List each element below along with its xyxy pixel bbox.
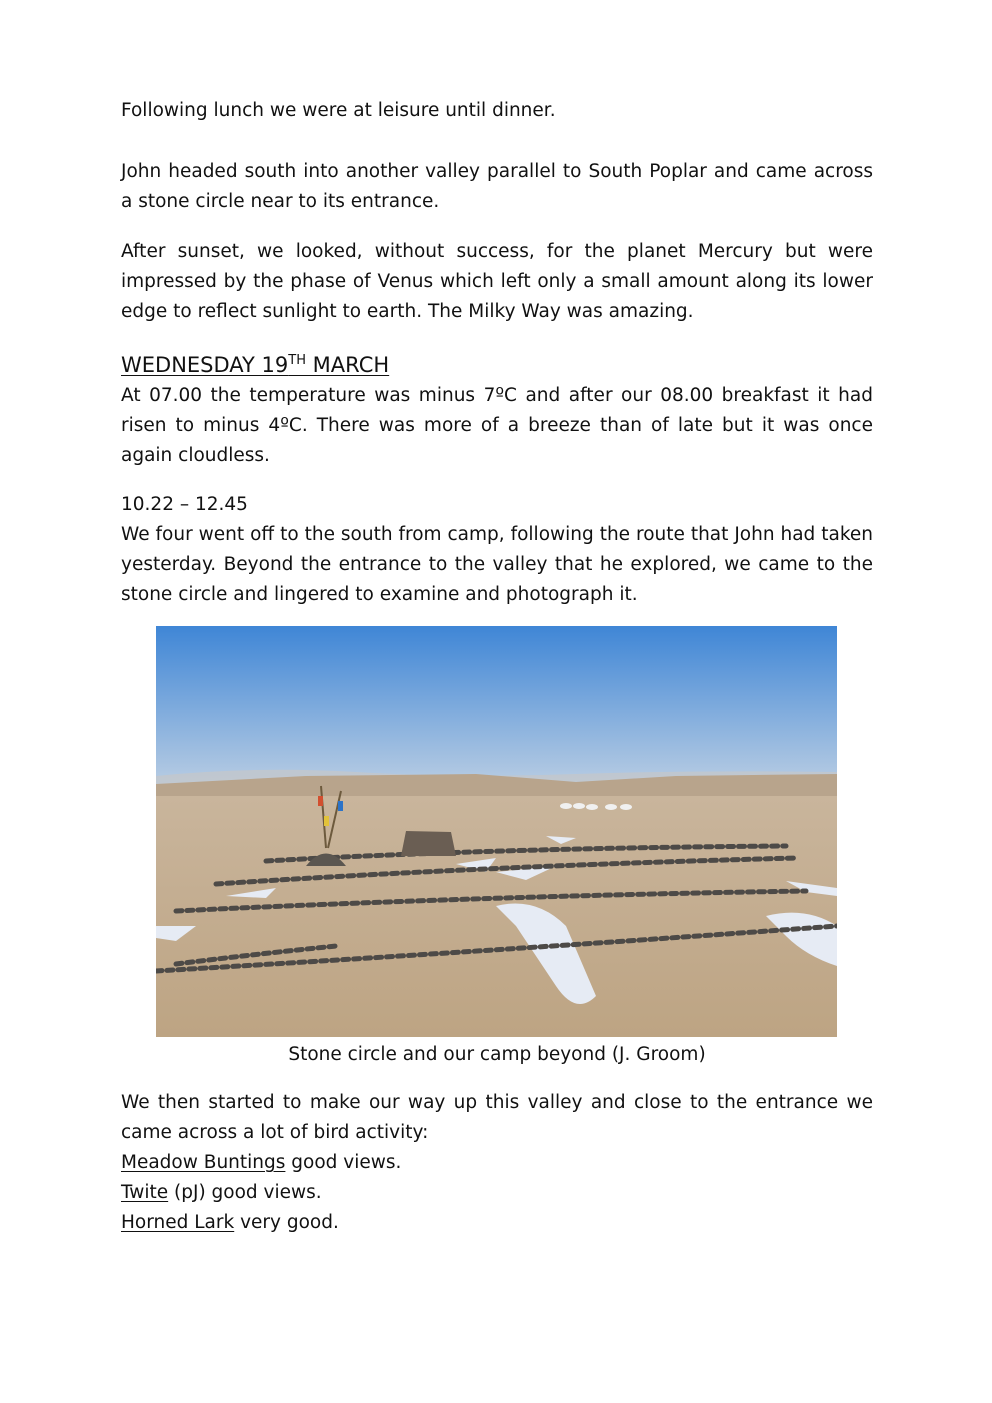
bird-entry	[121, 1148, 873, 1178]
day-heading-month: MARCH	[306, 353, 390, 377]
paragraph-temperature: At 07.00 the temperature was minus 7ºC and after our 08.00 breakfast it had risen to minus 4ºC. There was more of a breeze than of late but it was once again cloudless.	[121, 385, 873, 466]
time-range: 10.22 – 12.45	[121, 494, 248, 515]
day-heading-suffix: TH	[288, 353, 306, 368]
bird-list	[121, 1148, 873, 1238]
bird-name: Horned Lark	[121, 1212, 235, 1233]
document-page	[121, 96, 873, 1238]
bird-name: Meadow Buntings	[121, 1152, 286, 1173]
paragraph-lunch: Following lunch we were at leisure until dinner.	[121, 100, 556, 121]
paragraph-walk: We four went off to the south from camp, following the route that John had taken yesterday. Beyond the entrance to the valley that he explored, we came to the stone circle and lingered to examine and photograph it.	[121, 524, 873, 605]
day-heading	[121, 349, 873, 381]
bird-name: Twite	[121, 1182, 169, 1203]
paragraph-bird-activity: We then started to make our way up this valley and close to the entrance we came across a lot of bird activity:	[121, 1092, 873, 1143]
photo-ground	[156, 796, 837, 1037]
photo-sky	[156, 626, 837, 786]
stone-circle-photo	[156, 626, 837, 1037]
bird-entry	[121, 1178, 873, 1208]
paragraph-john-valley: John headed south into another valley parallel to South Poplar and came across a stone circle near to its entrance.	[121, 161, 873, 212]
day-heading-text: WEDNESDAY 19	[121, 353, 289, 377]
bird-entry	[121, 1208, 873, 1238]
bird-note: good views.	[285, 1152, 402, 1173]
photo-caption: Stone circle and our camp beyond (J. Groom)	[288, 1044, 706, 1065]
paragraph-sunset: After sunset, we looked, without success, for the planet Mercury but were impressed by the phase of Venus which left only a small amount along its lower edge to reflect sunlight to earth. The Milky Way was amazing.	[121, 241, 873, 322]
bird-note: (pJ) good views.	[168, 1182, 322, 1203]
photo-illustration	[156, 626, 837, 1037]
bird-note: very good.	[234, 1212, 339, 1233]
